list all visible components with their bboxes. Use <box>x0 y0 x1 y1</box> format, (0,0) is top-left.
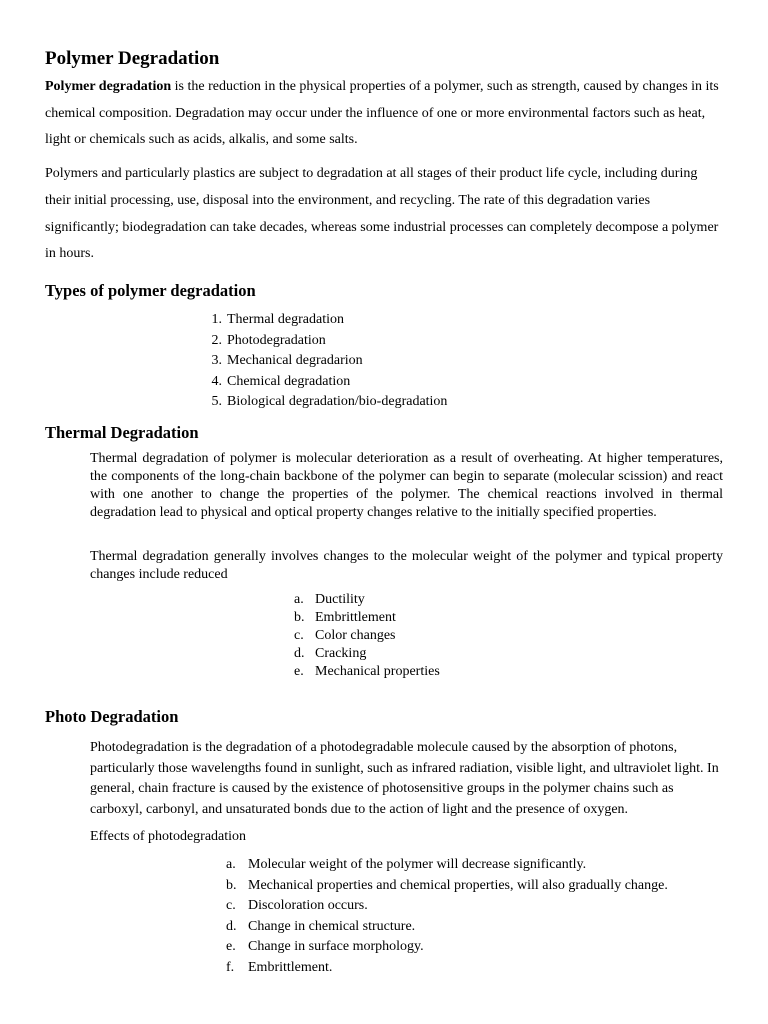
list-item <box>200 372 447 393</box>
intro-term: Polymer degradation <box>45 79 172 94</box>
list-item-text: Ductility <box>315 592 365 607</box>
thermal-paragraph-1: Thermal degradation of polymer is molecular deterioration as a result of overheating. At higher temperatures, the components of the long-chain backbone of the polymer can begin to separate (molecular scission) and react with one another to change the properties of the polymer. The chemical reactions involved in thermal degradation lead to physical and optical property changes relative to the initially specified properties. <box>90 451 723 520</box>
list-item <box>200 310 447 331</box>
list-item-text: Embrittlement. <box>248 959 333 975</box>
list-marker: 5. <box>211 394 222 409</box>
types-list <box>200 310 447 413</box>
photo-effects-label: Effects of photodegradation <box>90 829 247 844</box>
list-item-text: Change in chemical structure. <box>248 918 416 934</box>
list-item <box>294 609 440 627</box>
list-item-text: Discoloration occurs. <box>248 898 368 913</box>
list-item-text: Cracking <box>315 646 367 661</box>
list-item <box>294 645 440 663</box>
list-marker: 4. <box>211 373 222 389</box>
thermal-heading: Thermal Degradation <box>45 423 199 442</box>
list-item <box>226 855 668 876</box>
list-item <box>200 331 447 352</box>
list-marker: b. <box>226 877 237 893</box>
list-marker: f. <box>226 959 235 975</box>
list-item-text: Photodegradation <box>227 332 326 348</box>
list-item-text: Mechanical properties <box>315 664 440 679</box>
intro-text: is the reduction in the physical properties of a polymer, such as strength, caused by changes in its chemical composition. Degradation may occur under the influence of one or more environmental factors such as heat, light or chemicals such as acids, alkalis, and some salts. <box>45 79 719 147</box>
list-item-text: Embrittlement <box>315 610 396 625</box>
list-item <box>226 876 668 897</box>
list-item-text: Molecular weight of the polymer will decrease significantly. <box>248 857 587 872</box>
list-marker: a. <box>226 857 236 872</box>
page-title: Polymer Degradation <box>45 48 220 69</box>
list-item-text: Biological degradation/bio-degradation <box>227 394 448 409</box>
photo-paragraph-1: Photodegradation is the degradation of a photodegradable molecule caused by the absorption of photons, particularly those wavelengths found in sunlight, such as infrared radiation, visible light, and ultraviolet light. In general, chain fracture is caused by the existence of photosensitive groups in the polymer chains such as carboxyl, carbonyl, and unsaturated bonds due to the action of light and the presence of oxygen. <box>90 740 719 817</box>
list-marker: 1. <box>211 312 222 327</box>
thermal-paragraph-2: Thermal degradation generally involves changes to the molecular weight of the polymer and typical property changes include reduced <box>90 549 723 582</box>
list-item-text: Mechanical degradarion <box>227 353 363 368</box>
list-item-text: Change in surface morphology. <box>248 939 424 954</box>
list-item <box>200 392 447 413</box>
list-item <box>226 937 668 958</box>
list-marker: c. <box>226 898 236 913</box>
list-marker: a. <box>294 592 304 607</box>
list-item-text: Chemical degradation <box>227 373 351 389</box>
intro-paragraph <box>45 74 725 154</box>
list-marker: e. <box>226 939 236 954</box>
list-marker: 2. <box>211 332 222 348</box>
list-marker: d. <box>226 918 237 934</box>
list-marker: e. <box>294 664 304 679</box>
list-item-text: Color changes <box>315 628 396 643</box>
list-marker: 3. <box>211 353 222 368</box>
list-item <box>200 351 447 372</box>
list-item <box>294 627 440 645</box>
list-marker: b. <box>294 610 305 625</box>
photo-effects-list <box>226 855 668 978</box>
lifecycle-paragraph: Polymers and particularly plastics are subject to degradation at all stages of their product life cycle, including during their initial processing, use, disposal into the environment, and recycling. The rate of this degradation varies significantly; biodegradation can take decades, whereas some industrial processes can completely decompose a polymer in hours. <box>45 166 719 262</box>
photo-heading: Photo Degradation <box>45 707 179 726</box>
thermal-changes-list <box>294 591 440 681</box>
types-heading: Types of polymer degradation <box>45 281 256 300</box>
list-marker: d. <box>294 646 305 661</box>
list-item <box>294 663 440 681</box>
list-item <box>226 896 668 917</box>
list-item <box>294 591 440 609</box>
list-item <box>226 958 668 979</box>
list-item-text: Mechanical properties and chemical properties, will also gradually change. <box>248 877 668 893</box>
list-item <box>226 917 668 938</box>
list-marker: c. <box>294 628 304 643</box>
list-item-text: Thermal degradation <box>227 312 345 327</box>
